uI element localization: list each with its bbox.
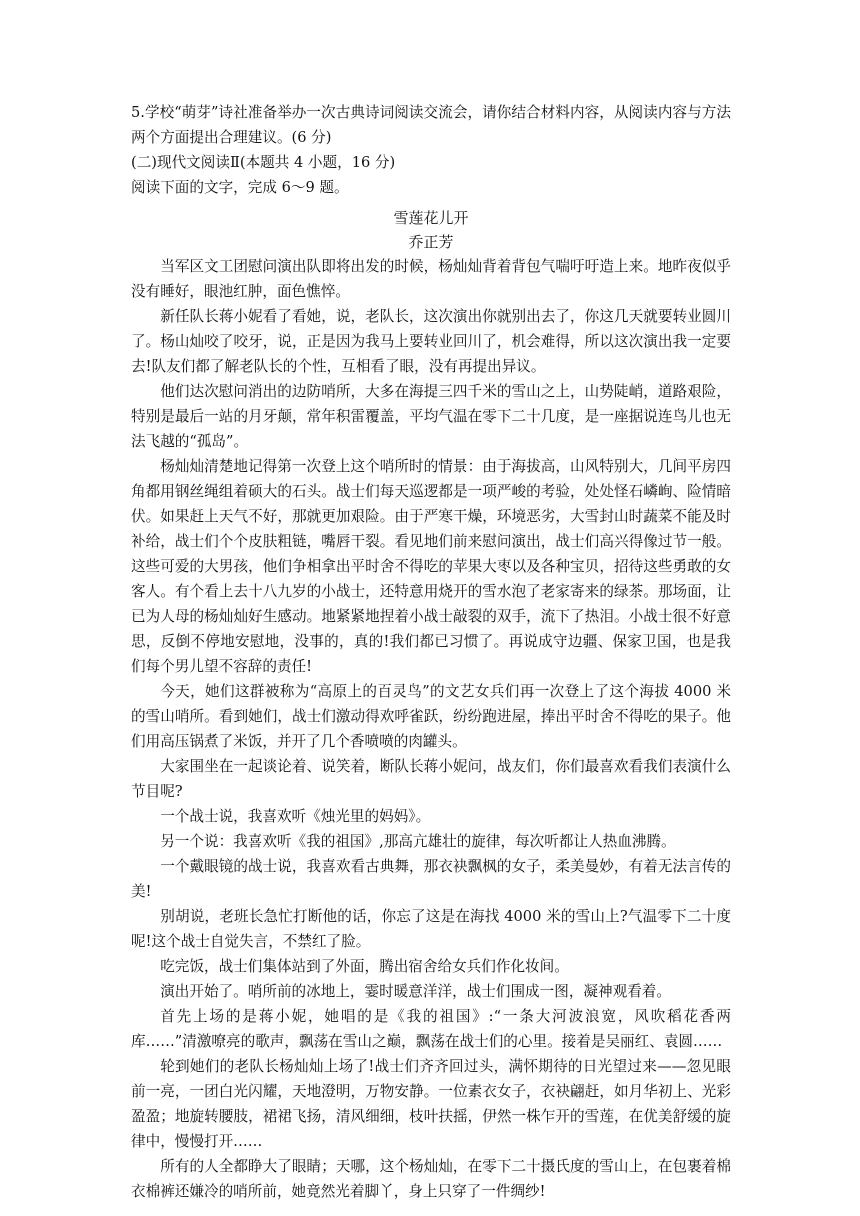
article-paragraph: 他们达次慰问消出的边防哨所，大多在海提三四千米的雪山之上，山势陡峭，道路艰险，特别是最后一站的月牙颠，常年积雷覆盖，平均气温在零下二十几度，是一座据说连鸟儿也无法飞越的“孤岛”。 — [131, 383, 731, 450]
article-paragraph: 首先上场的是蒋小妮，她唱的是《我的祖国》:“一条大河波浪宽，风吹稻花香两库……”清激嘹亮的歌声，飘荡在雪山之巅，飘荡在战士们的心里。接着是吴丽红、袁圆…… — [131, 1008, 731, 1050]
article-title: 雪莲花儿开 — [393, 209, 469, 227]
section-instruction: 阅读下面的文字，完成 6～9 题。 — [131, 179, 349, 196]
document-page — [131, 100, 731, 1204]
article-paragraph: 一个戴眼镜的战士说，我喜欢看古典舞，那衣袂飘枫的女子，柔美曼妙，有着无法言传的美! — [131, 858, 731, 900]
section-heading: (二)现代文阅读Ⅱ(本题共 4 小题，16 分) — [131, 154, 396, 171]
article-paragraph: 别胡说，老班长急忙打断他的话，你忘了这是在海找 4000 米的雪山上?气温零下二十度呢!这个战士自觉失言，不禁红了脸。 — [131, 908, 731, 950]
question-5: 5.学校“萌芽”诗社准备举办一次古典诗词阅读交流会，请你结合材料内容，从阅读内容与方法两个方面提出合理建议。(6 分) — [131, 104, 731, 146]
article-paragraph: 今天，她们这群被称为“高原上的百灵鸟”的文艺女兵们再一次登上了这个海拔 4000 米的雪山哨所。看到她们，战士们激动得欢呼雀跃，纷纷跑进屋，捧出平时舍不得吃的果子。他们用高压锅煮了米饭，并开了几个香喷喷的肉罐头。 — [131, 683, 731, 750]
article-paragraph: 轮到她们的老队长杨灿灿上场了!战士们齐齐回过头，满怀期待的日光望过来——忽见眼前一亮，一团白光闪耀，天地澄明，万物安静。一位素衣女子，衣袂翩赶，如月华初上、光彩盈盈；地旋转腰肢，裙裙飞扬，清风细细，枝叶扶摇，伊然一株乍开的雪莲，在优美舒缓的旋律中，慢慢打开…… — [131, 1058, 731, 1150]
article-paragraph: 另一个说：我喜欢听《我的祖国》,那高亢雄壮的旋律，每次听都让人热血沸腾。 — [160, 833, 676, 850]
article-paragraph: 新任队长蒋小妮看了看她，说，老队长，这次演出你就别出去了，你这几天就要转业圆川了。杨山灿咬了咬牙，说，正是因为我马上要转业回川了，机会难得，所以这次演出我一定要去!队友们都了解老队长的个性，互相看了眼，没有再提出异议。 — [131, 308, 731, 375]
article-paragraph: 当军区文工团慰问演出队即将出发的时候，杨灿灿背着背包气喘吁吁造上来。地昨夜似乎没有睡好，眼池红肿，面色憔悴。 — [131, 258, 731, 300]
article-paragraph: 演出开始了。哨所前的冰地上，霎时暖意洋洋，战士们围成一图，凝神观看着。 — [160, 983, 671, 1000]
article-paragraph: 大家围坐在一起谈论着、说笑着，断队长蒋小妮问，战友们，你们最喜欢看我们表演什么节目呢? — [131, 758, 731, 800]
article-paragraph: 杨灿灿清楚地记得第一次登上这个哨所时的情景：由于海拔高，山风特别大，几间平房四角都用钢丝绳组着硕大的石头。战士们每天巡逻都是一项严峻的考验，处处怪石嶙峋、险情暗伏。如果赶上天气不好，那就更加艰险。由于严寒干燥，环境恶劣，大雪封山时蔬菜不能及时补给，战士们个个皮肤粗链，嘴唇干裂。看见地们前来慰问演出，战士们高兴得像过节一般。这些可爱的大男孩，他们争相拿出平时舍不得吃的苹果大枣以及各种宝贝，招待这些勇敢的女客人。有个看上去十八九岁的小战士，还特意用烧开的雪水泡了老家寄来的绿茶。那场面，让已为人母的杨灿灿好生感动。地紧紧地捏着小战士敲裂的双手，流下了热泪。小战士很不好意思，反倒不停地安慰地，没事的，真的!我们都已习惯了。再说成守边疆、保家卫国，也是我们每个男儿望不容辞的责任! — [131, 458, 731, 675]
article-paragraph: 一个战士说，我喜欢听《烛光里的妈妈》。 — [160, 808, 431, 825]
article-author: 乔正芳 — [408, 233, 454, 251]
article-paragraph: 所有的人全都睁大了眼睛；天哪，这个杨灿灿，在零下二十摄氏度的雪山上，在包裹着棉衣棉裤还嫌冷的哨所前，她竟然光着脚丫，身上只穿了一件绸纱! — [131, 1158, 731, 1200]
article-paragraph: 吃完饭，战士们集体站到了外面，腾出宿舍给女兵们作化妆间。 — [160, 958, 569, 975]
